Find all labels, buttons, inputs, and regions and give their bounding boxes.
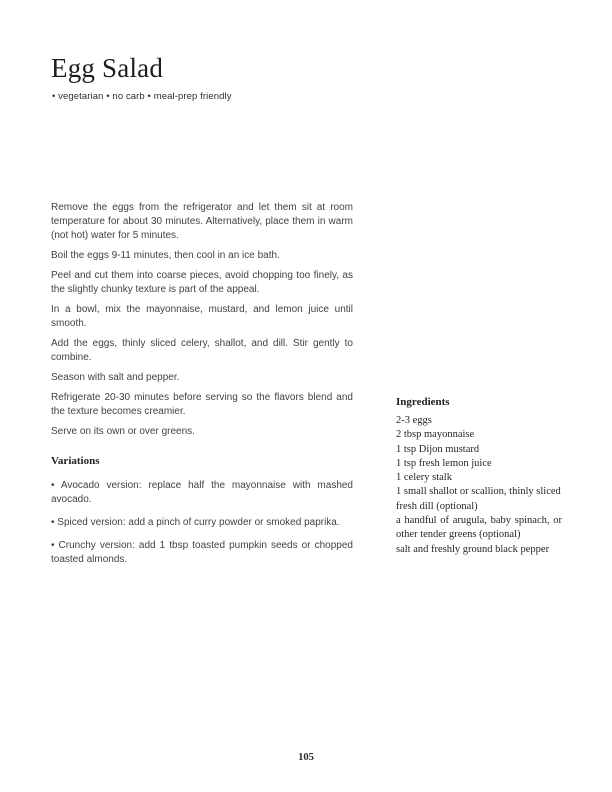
instruction-step-5: Add the eggs, thinly sliced celery, shallot, and dill. Stir gently to combine. bbox=[51, 338, 353, 363]
ingredient-item-9: salt and freshly ground black pepper bbox=[396, 543, 550, 555]
variation-item-1: • Avocado version: replace half the mayonnaise with mashed avocado. bbox=[51, 480, 353, 505]
recipe-tags: • vegetarian • no carb • meal-prep friendly bbox=[52, 91, 232, 102]
ingredients-heading: Ingredients bbox=[396, 396, 450, 408]
instruction-step-7: Refrigerate 20-30 minutes before serving so the flavors blend and the texture becomes creamier. bbox=[51, 392, 353, 417]
instructions-column bbox=[51, 201, 353, 576]
ingredients-column bbox=[396, 396, 562, 557]
page-number: 105 bbox=[298, 752, 314, 763]
variation-item-3: • Crunchy version: add 1 tbsp toasted pumpkin seeds or chopped toasted almonds. bbox=[51, 540, 353, 565]
instruction-step-6: Season with salt and pepper. bbox=[51, 372, 180, 383]
ingredient-item-1: 2-3 eggs bbox=[396, 415, 432, 426]
ingredient-item-3: 1 tsp Dijon mustard bbox=[396, 443, 480, 455]
instruction-step-2: Boil the eggs 9-11 minutes, then cool in an ice bath. bbox=[51, 250, 280, 261]
variations-heading: Variations bbox=[51, 455, 100, 467]
ingredient-item-2: 2 tbsp mayonnaise bbox=[396, 429, 475, 441]
variation-item-2: • Spiced version: add a pinch of curry powder or smoked paprika. bbox=[51, 517, 340, 528]
ingredient-item-4: 1 tsp fresh lemon juice bbox=[396, 457, 492, 469]
page-title: Egg Salad bbox=[51, 53, 164, 83]
ingredient-item-6: 1 small shallot or scallion, thinly sliced bbox=[396, 486, 561, 498]
instruction-step-1: Remove the eggs from the refrigerator and let them sit at room temperature for about 30 minutes. Alternatively, place them in warm (not hot) water for 5 minutes. bbox=[51, 202, 353, 241]
ingredient-item-5: 1 celery stalk bbox=[396, 472, 452, 484]
instruction-step-3: Peel and cut them into coarse pieces, avoid chopping too finely, as the slightly chunky texture is part of the appeal. bbox=[51, 270, 353, 295]
ingredient-item-7: fresh dill (optional) bbox=[396, 500, 478, 512]
ingredient-item-8: a handful of arugula, baby spinach, or other tender greens (optional) bbox=[396, 515, 562, 541]
recipe-header bbox=[51, 53, 491, 102]
page-footer bbox=[0, 747, 612, 765]
instruction-step-4: In a bowl, mix the mayonnaise, mustard, and lemon juice until smooth. bbox=[51, 304, 353, 329]
instruction-step-8: Serve on its own or over greens. bbox=[51, 426, 195, 437]
